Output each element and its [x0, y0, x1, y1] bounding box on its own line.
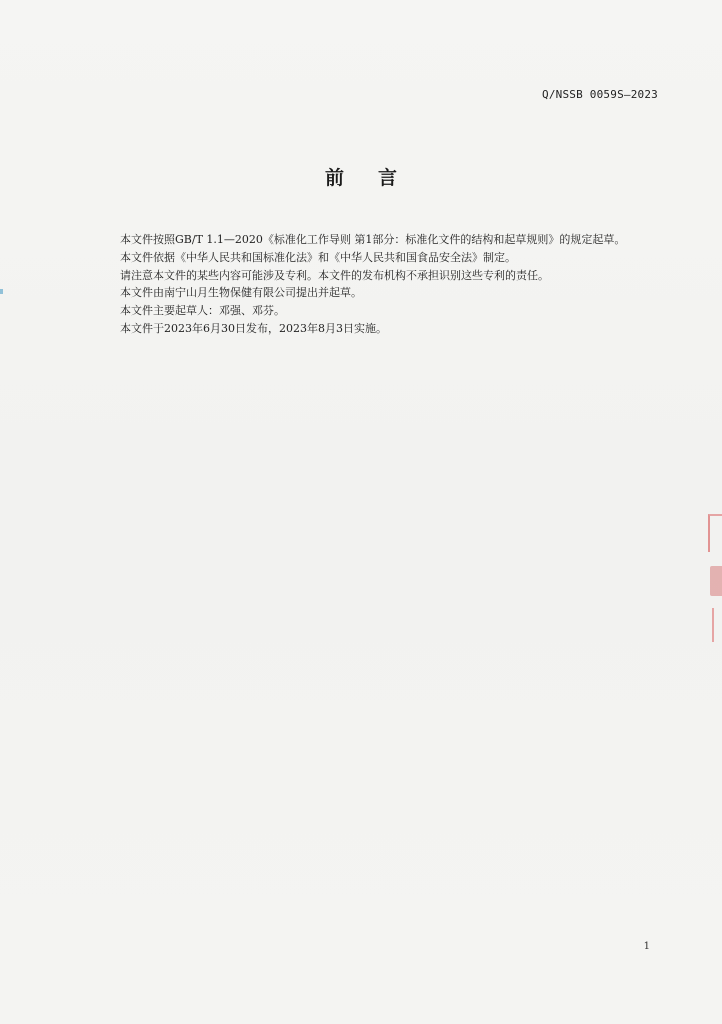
red-seal-fragment	[704, 508, 722, 653]
paragraph-proposer: 本文件由南宁山月生物保健有限公司提出并起草。	[120, 286, 362, 300]
page-title: 前言	[324, 167, 431, 189]
paragraph-legal-basis: 本文件依据《中华人民共和国标准化法》和《中华人民共和国食品安全法》制定。	[120, 250, 516, 264]
page-number: 1	[643, 941, 650, 952]
paragraph-dates: 本文件于2023年6月30日发布，2023年8月3日实施。	[120, 321, 387, 335]
scan-edge-mark	[0, 289, 3, 294]
paragraph-patent-notice: 请注意本文件的某些内容可能涉及专利。本文件的发布机构不承担识别这些专利的责任。	[120, 268, 549, 282]
foreword-body	[96, 231, 662, 338]
paragraph-drafting-rules: 本文件按照GB/T 1.1—2020《标准化工作导则 第1部分：标准化文件的结构和起草规则》的规定起草。	[120, 233, 626, 246]
standard-code: Q/NSSB 0059S—2023	[542, 88, 658, 101]
paragraph-drafters: 本文件主要起草人：邓强、邓芬。	[120, 304, 285, 318]
